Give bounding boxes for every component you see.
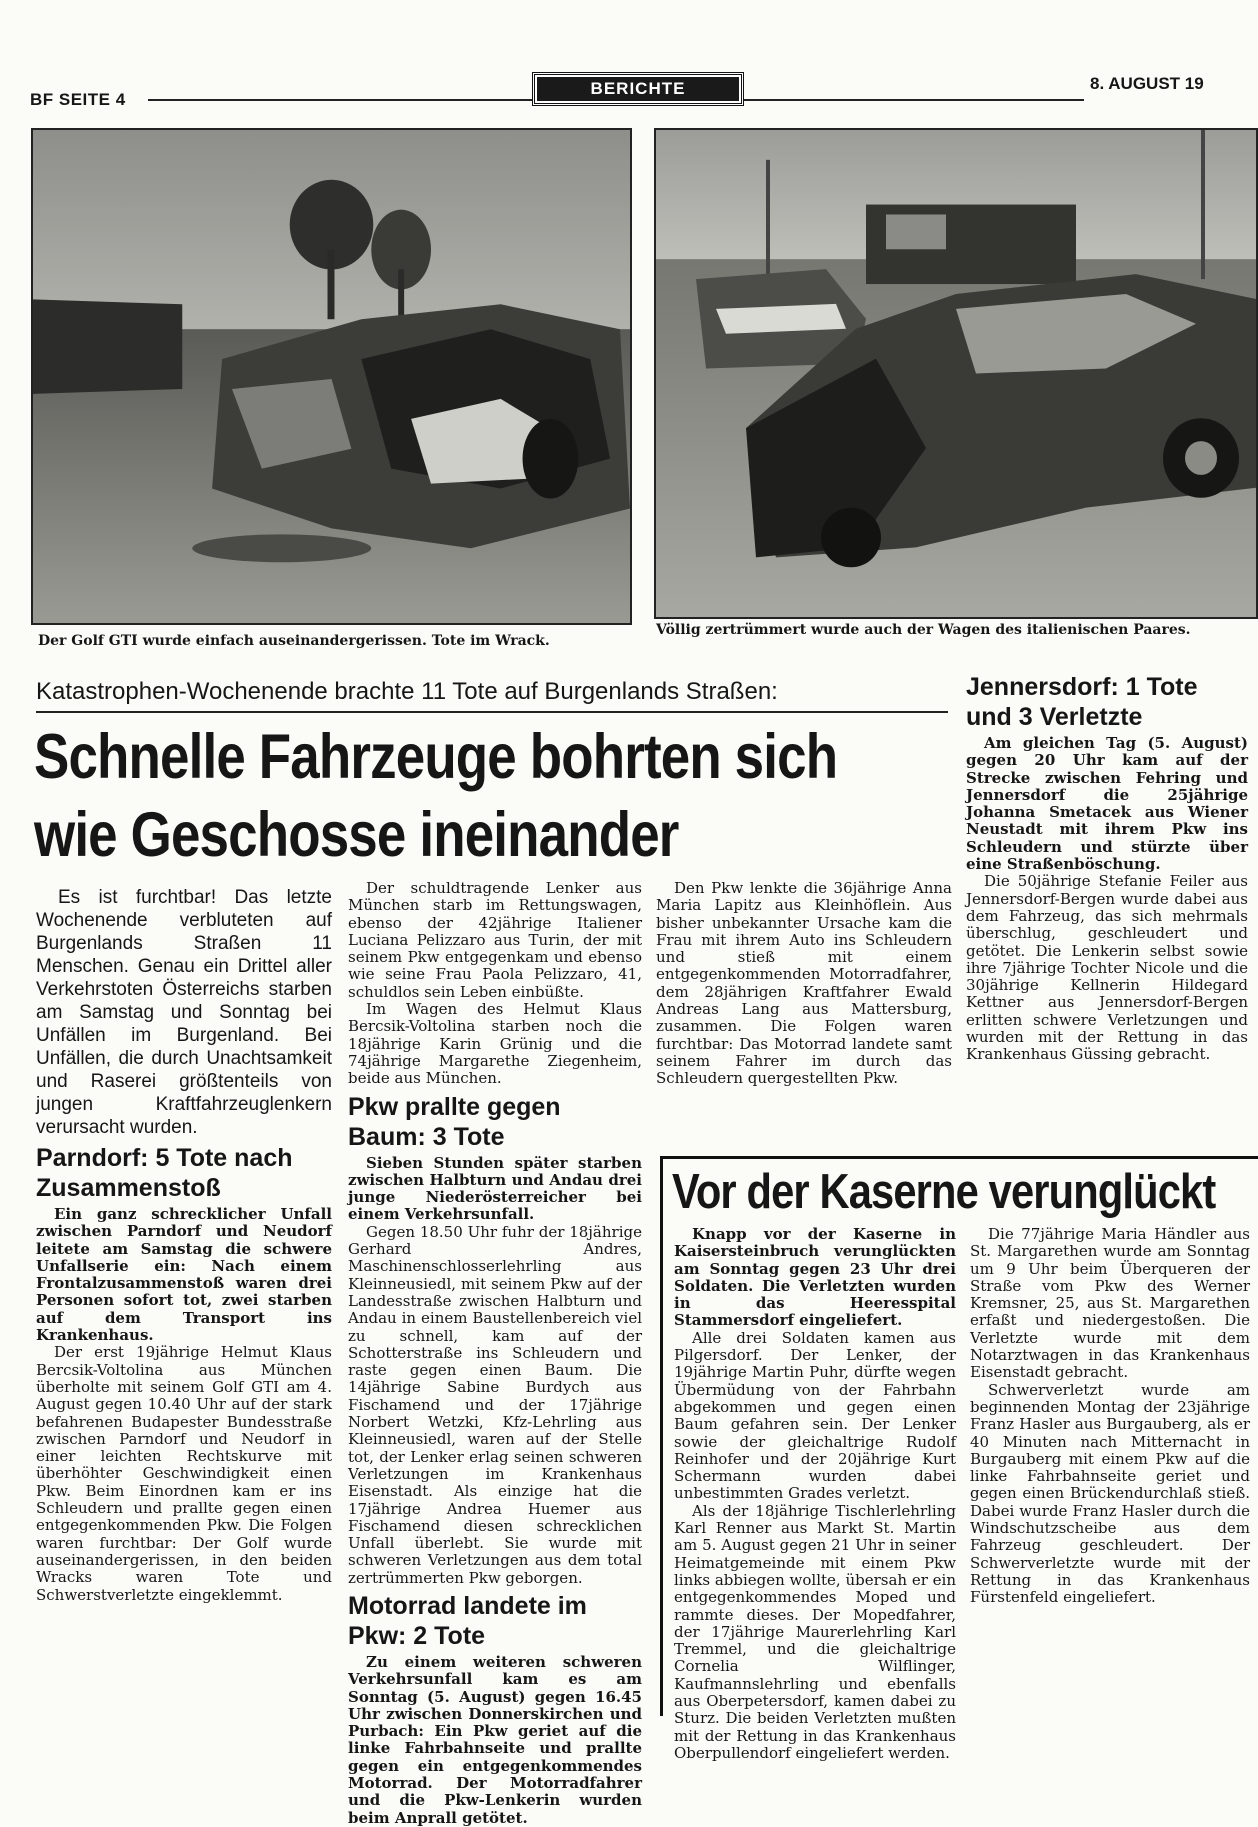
masthead-rule-right	[744, 99, 1084, 101]
boxed-paragraph-2: Als der 18jährige Tischlerlehrling Karl Renner aus Markt St. Martin am 5. August gegen 21 Uhr in seiner Heimatgemeinde mit einem Pkw links abbiegen wollte, übersah er ein entgegenkommendes Moped und rammte dieses. Der Mopedfahrer, der 17jährige Maurerlehrling Karl Tremmel, und die gleichaltrige Cornelia Wilflinger, Kaufmannslehrling und ebenfalls aus Oberpetersdorf, kamen dabei zu Sturz. Die beiden Verletzten mußten mit der Rettung in das Krankenhaus Oberpullendorf eingeliefert werden.	[674, 1501, 956, 1762]
subhead-halbturn: Pkw prallte gegen Baum: 3 Tote	[348, 1092, 561, 1151]
photo-caption-left: Der Golf GTI wurde einfach auseinandergerissen. Tote im Wrack.	[38, 633, 550, 649]
paragraph-motorrad-intro: Zu einem weiteren schweren Verkehrsunfall kam es am Sonntag (5. August) gegen 16.45 Uhr zwischen Donnerskirchen und Purbach: Ein Pkw geriet auf die linke Fahrbahnseite und prallte gegen ein entgegenkommendes Motorrad. Der Motorradfahrer und die Pkw-Lenkerin wurden beim Anprall getötet.	[348, 1652, 642, 1827]
subhead-jennersdorf: Jennersdorf: 1 Tote und 3 Verletzte	[966, 673, 1198, 731]
paragraph-parndorf-3: Im Wagen des Helmut Klaus Bercsik-Voltolina starben noch die 18jährige Karin Grünig und die 74jährige Margarethe Ziegenheim, beide aus München.	[348, 1000, 642, 1088]
paragraph-jennersdorf-intro: Am gleichen Tag (5. August) gegen 20 Uhr kam auf der Strecke zwischen Fehring und Jennersdorf die 25jährige Johanna Smetacek aus Wiener Neustadt mit ihrem Pkw ins Schleudern und stürzte über eine Straßenböschung.	[966, 734, 1248, 874]
headline-line-1: Schnelle Fahrzeuge bohrten sich	[34, 722, 838, 792]
article-column-2	[348, 880, 642, 1827]
photo-golf-wreck	[31, 128, 632, 625]
article-kicker: Katastrophen-Wochenende brachte 11 Tote auf Burgenlands Straßen:	[36, 678, 778, 705]
photo-italian-car-image	[656, 130, 1256, 617]
photo-italian-car	[654, 128, 1258, 619]
subhead-parndorf: Parndorf: 5 Tote nach Zusammenstoß	[36, 1144, 293, 1202]
page-label: BF SEITE 4	[30, 90, 126, 109]
boxed-article-column-1	[674, 1226, 956, 1762]
paragraph-halbturn-intro: Sieben Stunden später starben zwischen Halbturn und Andau drei junge Niederösterreicher bei einem Verkehrsunfall.	[348, 1153, 642, 1224]
issue-date: 8. AUGUST 19	[1090, 74, 1204, 93]
boxed-paragraph-intro: Knapp vor der Kaserne in Kaisersteinbruch verunglückten am Sonntag gegen 23 Uhr drei Soldaten. Die Verletzten wurden in das Heeresspital Stammersdorf eingeliefert.	[674, 1225, 956, 1330]
boxed-article-headline: Vor der Kaserne verunglückt	[672, 1165, 1216, 1219]
article-column-4	[966, 668, 1248, 1064]
paragraph-halbturn-1: Gegen 18.50 Uhr fuhr der 18jährige Gerhard Andres, Maschinenschlosserlehrling aus Kleinneusiedl, mit seinem Pkw auf der Landesstraße zwischen Halbturn und Andau in einem Baustellenbereich viel zu schnell, kam auf der Schotterstraße ins Schleudern und raste gegen einen Baum. Die 14jährige Sabine Burdych aus Fischamend und der 17jährige Norbert Wetzki, Kfz-Lehrling aus Kleinneusiedl, waren auf der Stelle tot, der Lenker erlag seinen schweren Verletzungen im Krankenhaus Eisenstadt. Als einzige hat die 17jährige Andrea Huemer aus Fischamend diesen schrecklichen Unfall überlebt. Sie wurde mit schweren Verletzungen aus dem total zertrümmerten Pkw geborgen.	[348, 1222, 642, 1587]
masthead-rule-left	[148, 99, 532, 101]
article-column-3	[656, 880, 952, 1088]
kicker-rule	[36, 711, 948, 713]
subhead-motorrad: Motorrad landete im Pkw: 2 Tote	[348, 1591, 587, 1650]
photo-golf-wreck-image	[33, 130, 630, 623]
section-label-box	[532, 72, 744, 106]
paragraph-jennersdorf-1: Die 50jährige Stefanie Feiler aus Jennersdorf-Bergen wurde dabei aus dem Fahrzeug, das sich mehrmals überschlug, geschleudert und getötet. Die Lenkerin selbst sowie ihre 7jährige Tochter Nicole und die 30jährige Kellnerin Hildegard Kettner aus Jennersdorf-Bergen erlitten schwere Verletzungen und wurden mit der Rettung in das Krankenhaus Güssing gebracht.	[966, 872, 1248, 1064]
paragraph-parndorf-intro: Ein ganz schrecklicher Unfall zwischen Parndorf und Neudorf leitete am Samstag die schwere Unfallserie ein: Nach einem Frontalzusammenstoß waren drei Personen sofort tot, zwei starben auf dem Transport ins Krankenhaus.	[36, 1205, 332, 1345]
paragraph-parndorf-2: Der schuldtragende Lenker aus München starb im Rettungswagen, ebenso der 42jährige Italiener Luciana Pelizzaro aus Turin, der mit seinem Pkw entgegenkam und ebenso wie seine Frau Paola Pelizzaro, 41, schuldlos sein Leben einbüßte.	[348, 879, 642, 1001]
article-column-1	[36, 886, 332, 1604]
article-lead: Es ist furchtbar! Das letzte Wochenende verbluteten auf Burgenlands Straßen 11 Menschen. Genau ein Drittel aller Verkehrstoten Österreichs starben am Samstag und Sonntag bei Unfällen im Burgenland. Bei Unfällen, die durch Unachtsamkeit und Raserei größtenteils von jungen Kraftfahrzeuglenkern verursacht wurden.	[36, 887, 332, 1138]
headline-line-2: wie Geschosse ineinander	[34, 800, 679, 870]
photo-caption-right: Völlig zertrümmert wurde auch der Wagen des italienischen Paares.	[656, 622, 1191, 638]
section-label: BERICHTE	[537, 77, 739, 101]
boxed-paragraph-4: Schwerverletzt wurde am beginnenden Montag der 23jährige Franz Hasler aus Burgauberg, als er 40 Minuten nach Mitternacht in Burgauberg mit einem Pkw auf die linke Fahrbahnseite geriet und gegen einen Brückendurchlaß stieß. Dabei wurde Franz Hasler durch die Windschutzscheibe aus dem Fahrzeug geschleudert. Der Schwerverletzte wurde mit der Rettung in das Krankenhaus Fürstenfeld eingeliefert.	[970, 1380, 1250, 1607]
paragraph-motorrad-1: Den Pkw lenkte die 36jährige Anna Maria Lapitz aus Kleinhöflein. Aus bisher unbekannter Ursache kam die Frau mit ihrem Auto ins Schleudern und stieß mit einem entgegenkommenden Motorradfahrer, dem 28jährigen Kraftfahrer Ewald Andreas Lang aus Mattersburg, zusammen. Die Folgen waren furchtbar: Das Motorrad landete samt seinem Fahrer im durch das Schleudern quergestellten Pkw.	[656, 879, 952, 1088]
boxed-paragraph-1: Alle drei Soldaten kamen aus Pilgersdorf. Der Lenker, der 19jährige Martin Puhr, dürfte wegen Übermüdung von der Fahrbahn abgekommen und gegen einen Baum gefahren sein. Der Lenker sowie der gleichaltrige Rudolf Reinhofer und der 20jährige Kurt Schermann wurden dabei unbestimmten Grades verletzt.	[674, 1328, 956, 1503]
paragraph-parndorf-1: Der erst 19jährige Helmut Klaus Bercsik-Voltolina aus München überholte mit seinem Golf GTI am 4. August gegen 10.40 Uhr auf der stark befahrenen Budapester Bundesstraße zwischen Parndorf und Neudorf in einer leichten Rechtskurve mit überhöhter Geschwindigkeit einen Pkw. Beim Einordnen kam er ins Schleudern und prallte gegen einen entgegenkommenden Pkw. Die Folgen waren furchtbar: Der Golf wurde auseinandergerissen, in den beiden Wracks waren Tote und Schwerstverletzte eingeklemmt.	[36, 1343, 332, 1604]
boxed-paragraph-3: Die 77jährige Maria Händler aus St. Margarethen wurde am Sonntag um 9 Uhr beim Überqueren der Straße vom Pkw des Werner Kremsner, 25, aus St. Margarethen erfaßt und niedergestoßen. Die Verletzte wurde mit dem Notarztwagen in das Krankenhaus Eisenstadt gebracht.	[970, 1225, 1250, 1382]
boxed-article-column-2	[970, 1226, 1250, 1607]
